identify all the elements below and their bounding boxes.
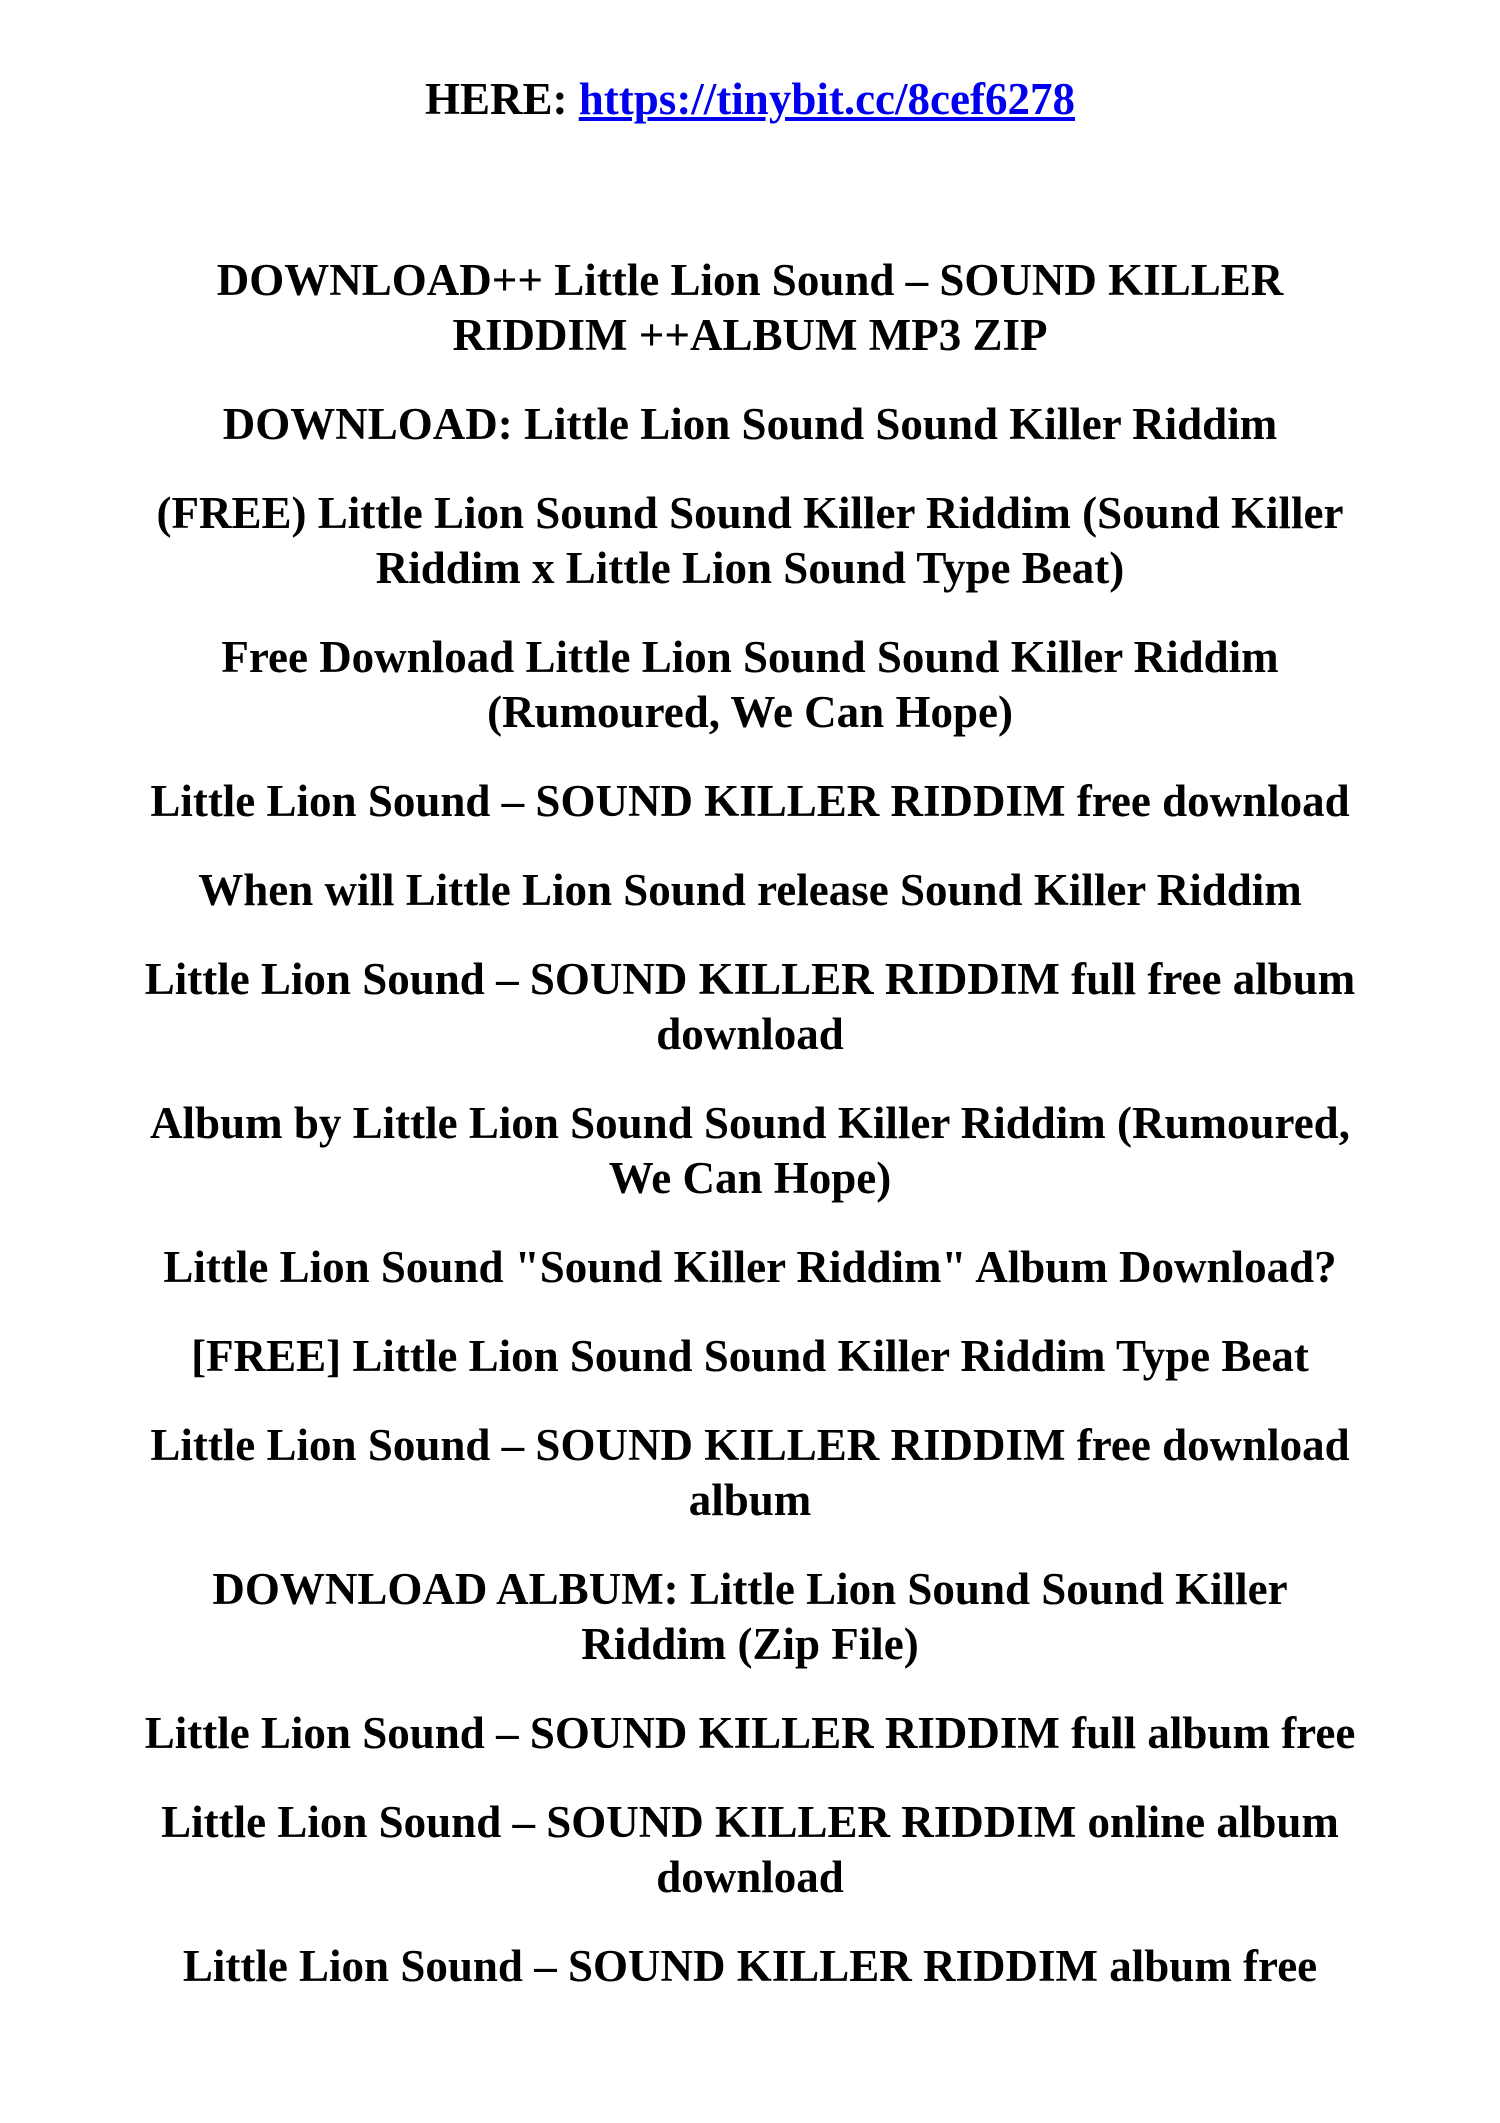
headings-list	[60, 253, 1440, 1994]
heading-line: When will Little Lion Sound release Sound Killer Riddim	[198, 865, 1302, 915]
heading-line: Little Lion Sound – SOUND KILLER RIDDIM free download	[150, 1420, 1350, 1470]
heading	[60, 397, 1440, 452]
heading-line: (Rumoured, We Can Hope)	[487, 687, 1013, 737]
heading	[60, 1418, 1440, 1528]
heading	[60, 253, 1440, 363]
heading-line: DOWNLOAD: Little Lion Sound Sound Killer Riddim	[222, 399, 1278, 449]
heading-line: Little Lion Sound – SOUND KILLER RIDDIM full free album	[144, 954, 1356, 1004]
header-line	[60, 72, 1440, 127]
heading-line: download	[656, 1852, 844, 1902]
download-link[interactable]: https://tinybit.cc/8cef6278	[578, 74, 1075, 124]
heading-line: RIDDIM ++ALBUM MP3 ZIP	[452, 310, 1048, 360]
document-page	[60, 0, 1440, 2028]
heading-line: DOWNLOAD++ Little Lion Sound – SOUND KILLER	[216, 255, 1284, 305]
heading-line: [FREE] Little Lion Sound Sound Killer Riddim Type Beat	[191, 1331, 1309, 1381]
heading-line: We Can Hope)	[608, 1153, 892, 1203]
heading-line: Free Download Little Lion Sound Sound Killer Riddim	[221, 632, 1279, 682]
heading	[60, 630, 1440, 740]
heading-line: album	[688, 1475, 812, 1525]
heading	[60, 486, 1440, 596]
heading-line: Little Lion Sound – SOUND KILLER RIDDIM online album	[161, 1797, 1339, 1847]
heading	[60, 1240, 1440, 1295]
heading	[60, 1939, 1440, 1994]
heading	[60, 1562, 1440, 1672]
heading-line: (FREE) Little Lion Sound Sound Killer Riddim (Sound Killer	[156, 488, 1344, 538]
heading-line: Little Lion Sound "Sound Killer Riddim" Album Download?	[163, 1242, 1337, 1292]
header-label: HERE:	[425, 74, 579, 124]
heading-line: DOWNLOAD ALBUM: Little Lion Sound Sound Killer	[212, 1564, 1288, 1614]
heading	[60, 774, 1440, 829]
heading	[60, 952, 1440, 1062]
heading-line: Little Lion Sound – SOUND KILLER RIDDIM album free	[182, 1941, 1318, 1991]
heading-line: Little Lion Sound – SOUND KILLER RIDDIM free download	[150, 776, 1350, 826]
heading	[60, 1795, 1440, 1905]
heading-line: Album by Little Lion Sound Sound Killer Riddim (Rumoured,	[150, 1098, 1350, 1148]
heading	[60, 1706, 1440, 1761]
heading	[60, 863, 1440, 918]
heading	[60, 1096, 1440, 1206]
heading	[60, 1329, 1440, 1384]
heading-line: download	[656, 1009, 844, 1059]
heading-line: Riddim x Little Lion Sound Type Beat)	[375, 543, 1125, 593]
heading-line: Little Lion Sound – SOUND KILLER RIDDIM full album free	[144, 1708, 1356, 1758]
heading-line: Riddim (Zip File)	[581, 1619, 919, 1669]
